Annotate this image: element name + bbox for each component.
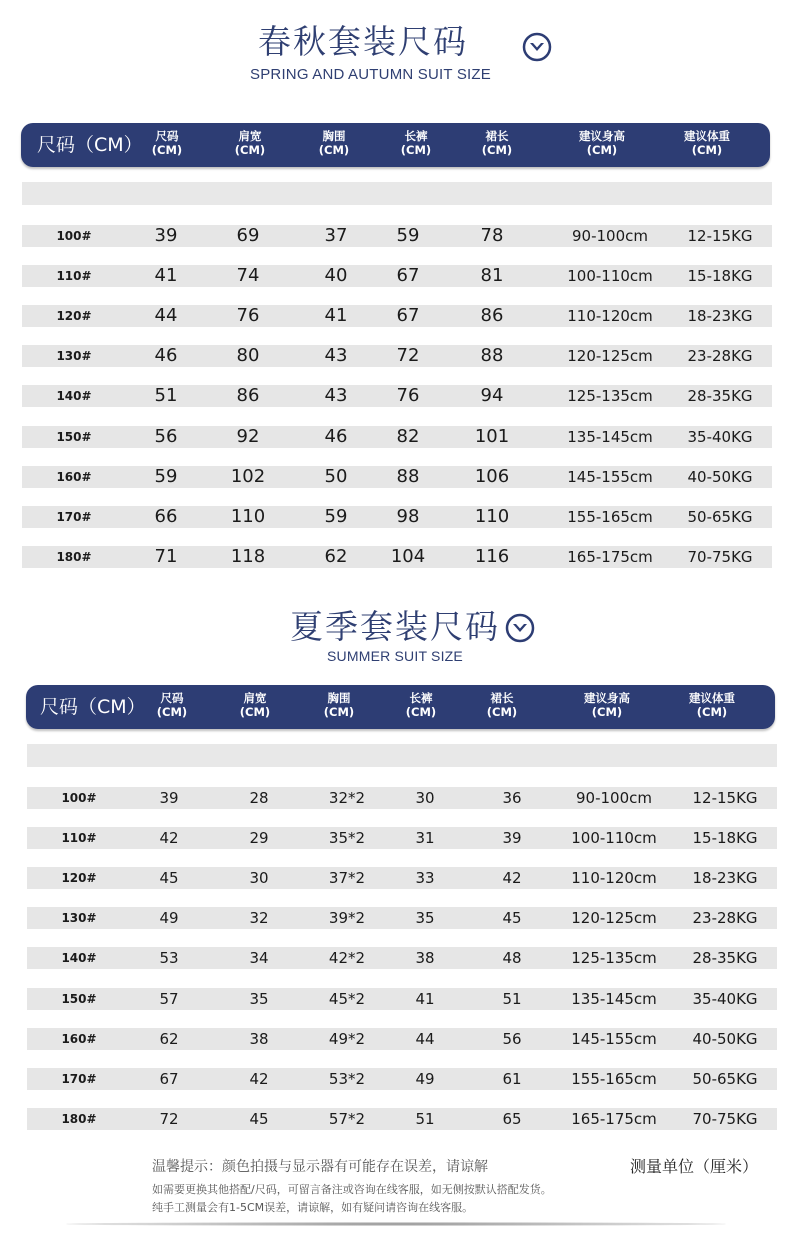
table-cell: 67	[396, 305, 420, 327]
table-row	[27, 907, 777, 929]
table-cell: 40-50KG	[692, 1029, 758, 1048]
table-cell: 88	[480, 345, 504, 367]
table-cell: 125-135cm	[567, 387, 653, 406]
table-row	[27, 1108, 777, 1130]
size-label: 140#	[56, 389, 92, 404]
table-cell: 38	[415, 949, 435, 968]
size-label: 140#	[61, 951, 97, 966]
table-cell: 43	[324, 345, 348, 367]
table-cell: 56	[502, 1029, 522, 1048]
summer-subtitle: SUMMER SUIT SIZE	[327, 648, 463, 664]
header-size: 尺码 (CM)	[151, 129, 183, 157]
table-cell: 106	[474, 465, 510, 487]
table-row	[22, 265, 772, 287]
table-cell: 33	[415, 869, 435, 888]
table-cell: 46	[154, 345, 178, 367]
header-skirt: 裙长 (CM)	[486, 691, 518, 719]
table-cell: 41	[154, 265, 178, 287]
header-shoulder: 肩宽 (CM)	[239, 691, 271, 719]
table-cell: 12-15KG	[692, 789, 758, 807]
row-background	[27, 1068, 777, 1090]
table-cell: 165-175cm	[571, 1109, 657, 1128]
table-cell: 135-145cm	[567, 427, 653, 446]
table-cell: 15-18KG	[687, 267, 753, 286]
table-cell: 43	[324, 385, 348, 407]
table-cell: 30	[415, 789, 435, 807]
table-cell: 49	[415, 1069, 435, 1088]
table-cell: 41	[324, 305, 348, 327]
table-cell: 102	[230, 465, 266, 487]
size-label: 120#	[61, 871, 97, 886]
table-row	[27, 1068, 777, 1090]
table-cell: 62	[324, 545, 348, 567]
header-shoulder: 肩宽 (CM)	[234, 129, 266, 157]
table-cell: 23-28KG	[687, 347, 753, 366]
header-first: 尺码（CM）	[37, 134, 143, 156]
table-row	[22, 546, 772, 568]
table-cell: 48	[502, 949, 522, 968]
table-cell: 100-110cm	[571, 829, 657, 848]
table-cell: 92	[236, 425, 260, 447]
size-label: 160#	[61, 1031, 97, 1046]
table-cell: 110	[230, 505, 266, 527]
size-label: 130#	[56, 349, 92, 364]
header-height: 建议身高 (CM)	[579, 129, 625, 157]
table-cell: 37	[324, 225, 348, 246]
table-cell: 90-100cm	[572, 227, 648, 245]
size-label: 180#	[56, 549, 92, 564]
table-cell: 39	[154, 225, 178, 246]
table-cell: 37*2	[328, 869, 366, 888]
table-row	[22, 466, 772, 488]
table-cell: 135-145cm	[571, 989, 657, 1008]
table-cell: 145-155cm	[571, 1029, 657, 1048]
table-cell: 100-110cm	[567, 267, 653, 286]
row-background	[27, 827, 777, 849]
row-background	[27, 947, 777, 969]
table-cell: 145-155cm	[567, 467, 653, 486]
header-chest: 胸围 (CM)	[318, 129, 350, 157]
table-cell: 50-65KG	[692, 1069, 758, 1088]
table-cell: 71	[154, 545, 178, 567]
table-cell: 38	[249, 1029, 269, 1048]
table-cell: 65	[502, 1109, 522, 1128]
table-cell: 45*2	[328, 989, 366, 1008]
table-cell: 82	[396, 425, 420, 447]
table-cell: 39*2	[328, 909, 366, 928]
header-first: 尺码（CM）	[40, 696, 146, 718]
table-cell: 42	[249, 1069, 269, 1088]
size-label: 130#	[61, 911, 97, 926]
table-cell: 98	[396, 505, 420, 527]
table-cell: 39	[159, 789, 179, 807]
table-cell: 29	[249, 829, 269, 848]
table-cell: 12-15KG	[687, 227, 753, 245]
measure-note: 纯手工测量会有1-5CM误差，请谅解，如有疑问请咨询在线客服。	[152, 1201, 474, 1214]
table-cell: 110-120cm	[571, 869, 657, 888]
table-cell: 72	[159, 1109, 179, 1128]
table-row	[27, 988, 777, 1010]
table-cell: 53*2	[328, 1069, 366, 1088]
header-pants: 长裤 (CM)	[400, 129, 432, 157]
table-row	[22, 305, 772, 327]
table-cell: 57*2	[328, 1109, 366, 1128]
unit-note: 测量单位（厘米）	[630, 1157, 759, 1176]
table-cell: 70-75KG	[692, 1109, 758, 1128]
spring-title: 春秋套装尺码	[258, 22, 468, 61]
table-cell: 67	[159, 1069, 179, 1088]
table-row	[22, 225, 772, 247]
table-cell: 28	[249, 789, 269, 807]
table-row	[27, 867, 777, 889]
table-cell: 45	[159, 869, 179, 888]
table-cell: 42	[159, 829, 179, 848]
table-cell: 41	[415, 989, 435, 1008]
spring-header-bar	[21, 123, 770, 167]
table-cell: 110	[474, 505, 510, 527]
table-cell: 61	[502, 1069, 522, 1088]
table-cell: 28-35KG	[687, 387, 753, 406]
table-cell: 120-125cm	[571, 909, 657, 928]
chevron-down-circle-icon	[505, 613, 535, 643]
row-background	[27, 1108, 777, 1130]
table-cell: 34	[249, 949, 269, 968]
table-cell: 40-50KG	[687, 467, 753, 486]
table-row	[22, 506, 772, 528]
size-label: 160#	[56, 469, 92, 484]
table-cell: 94	[480, 385, 504, 407]
table-cell: 57	[159, 989, 179, 1008]
table-cell: 50-65KG	[687, 507, 753, 526]
table-cell: 35-40KG	[692, 989, 758, 1008]
table-cell: 51	[502, 989, 522, 1008]
spring-subtitle: SPRING AND AUTUMN SUIT SIZE	[250, 66, 491, 83]
table-cell: 35	[415, 909, 435, 928]
row-background	[27, 907, 777, 929]
spacer-band	[22, 182, 772, 205]
header-height: 建议身高 (CM)	[584, 691, 630, 719]
row-background	[27, 867, 777, 889]
table-row	[27, 1028, 777, 1050]
table-cell: 46	[324, 425, 348, 447]
table-cell: 110-120cm	[567, 307, 653, 326]
table-cell: 28-35KG	[692, 949, 758, 968]
table-cell: 35*2	[328, 829, 366, 848]
header-skirt: 裙长 (CM)	[481, 129, 513, 157]
table-row	[27, 787, 777, 809]
table-cell: 62	[159, 1029, 179, 1048]
table-cell: 35	[249, 989, 269, 1008]
footer	[0, 1148, 790, 1228]
table-cell: 18-23KG	[692, 869, 758, 888]
table-cell: 32*2	[328, 789, 366, 807]
table-cell: 32	[249, 909, 269, 928]
table-cell: 42	[502, 869, 522, 888]
table-cell: 86	[236, 385, 260, 407]
row-background	[27, 988, 777, 1010]
table-cell: 120-125cm	[567, 347, 653, 366]
row-background	[27, 787, 777, 809]
table-cell: 78	[480, 225, 504, 246]
table-cell: 116	[474, 545, 510, 567]
table-cell: 76	[396, 385, 420, 407]
exchange-note: 如需要更换其他搭配/尺码，可留言备注或咨询在线客服，如无侧按默认搭配发货。	[152, 1183, 552, 1196]
table-cell: 30	[249, 869, 269, 888]
table-cell: 59	[154, 465, 178, 487]
table-cell: 31	[415, 829, 435, 848]
size-label: 110#	[61, 831, 97, 846]
table-cell: 66	[154, 505, 178, 527]
size-label: 150#	[56, 429, 92, 444]
table-cell: 45	[249, 1109, 269, 1128]
table-cell: 88	[396, 465, 420, 487]
chevron-down-circle-icon	[522, 32, 552, 62]
tip-note: 温馨提示：颜色拍摄与显示器有可能存在误差，请谅解	[152, 1159, 488, 1175]
table-cell: 51	[415, 1109, 435, 1128]
table-row	[22, 426, 772, 448]
table-cell: 74	[236, 265, 260, 287]
header-pants: 长裤 (CM)	[405, 691, 437, 719]
table-row	[22, 385, 772, 407]
header-weight: 建议体重 (CM)	[689, 691, 735, 719]
table-row	[22, 345, 772, 367]
header-size: 尺码 (CM)	[156, 691, 188, 719]
spacer-band	[27, 744, 777, 767]
row-background	[27, 1028, 777, 1050]
table-cell: 70-75KG	[687, 547, 753, 566]
table-cell: 44	[154, 305, 178, 327]
table-cell: 80	[236, 345, 260, 367]
table-cell: 50	[324, 465, 348, 487]
table-row	[27, 827, 777, 849]
table-cell: 36	[502, 789, 522, 807]
table-cell: 42*2	[328, 949, 366, 968]
summer-title: 夏季套装尺码	[290, 607, 500, 646]
size-label: 110#	[56, 269, 92, 284]
size-label: 100#	[56, 229, 92, 243]
divider-shadow	[66, 1222, 726, 1226]
table-cell: 49	[159, 909, 179, 928]
table-cell: 165-175cm	[567, 547, 653, 566]
size-label: 120#	[56, 309, 92, 324]
table-cell: 53	[159, 949, 179, 968]
header-weight: 建议体重 (CM)	[684, 129, 730, 157]
header-chest: 胸围 (CM)	[323, 691, 355, 719]
table-cell: 81	[480, 265, 504, 287]
table-cell: 104	[390, 545, 426, 567]
table-cell: 40	[324, 265, 348, 287]
table-cell: 18-23KG	[687, 307, 753, 326]
table-cell: 72	[396, 345, 420, 367]
table-cell: 35-40KG	[687, 427, 753, 446]
size-label: 170#	[61, 1071, 97, 1086]
table-cell: 90-100cm	[576, 789, 652, 807]
table-cell: 39	[502, 829, 522, 848]
table-cell: 86	[480, 305, 504, 327]
table-cell: 101	[474, 425, 510, 447]
size-label: 100#	[61, 791, 97, 805]
table-cell: 125-135cm	[571, 949, 657, 968]
table-cell: 49*2	[328, 1029, 366, 1048]
table-row	[27, 947, 777, 969]
table-cell: 76	[236, 305, 260, 327]
table-cell: 51	[154, 385, 178, 407]
size-label: 150#	[61, 991, 97, 1006]
summer-header-bar	[26, 685, 775, 729]
table-cell: 155-165cm	[571, 1069, 657, 1088]
table-cell: 69	[236, 225, 260, 246]
table-cell: 45	[502, 909, 522, 928]
size-label: 180#	[61, 1111, 97, 1126]
table-cell: 59	[396, 225, 420, 246]
table-cell: 59	[324, 505, 348, 527]
table-cell: 23-28KG	[692, 909, 758, 928]
table-cell: 15-18KG	[692, 829, 758, 848]
table-cell: 118	[230, 545, 266, 567]
size-label: 170#	[56, 509, 92, 524]
table-cell: 56	[154, 425, 178, 447]
table-cell: 67	[396, 265, 420, 287]
table-cell: 44	[415, 1029, 435, 1048]
table-cell: 155-165cm	[567, 507, 653, 526]
